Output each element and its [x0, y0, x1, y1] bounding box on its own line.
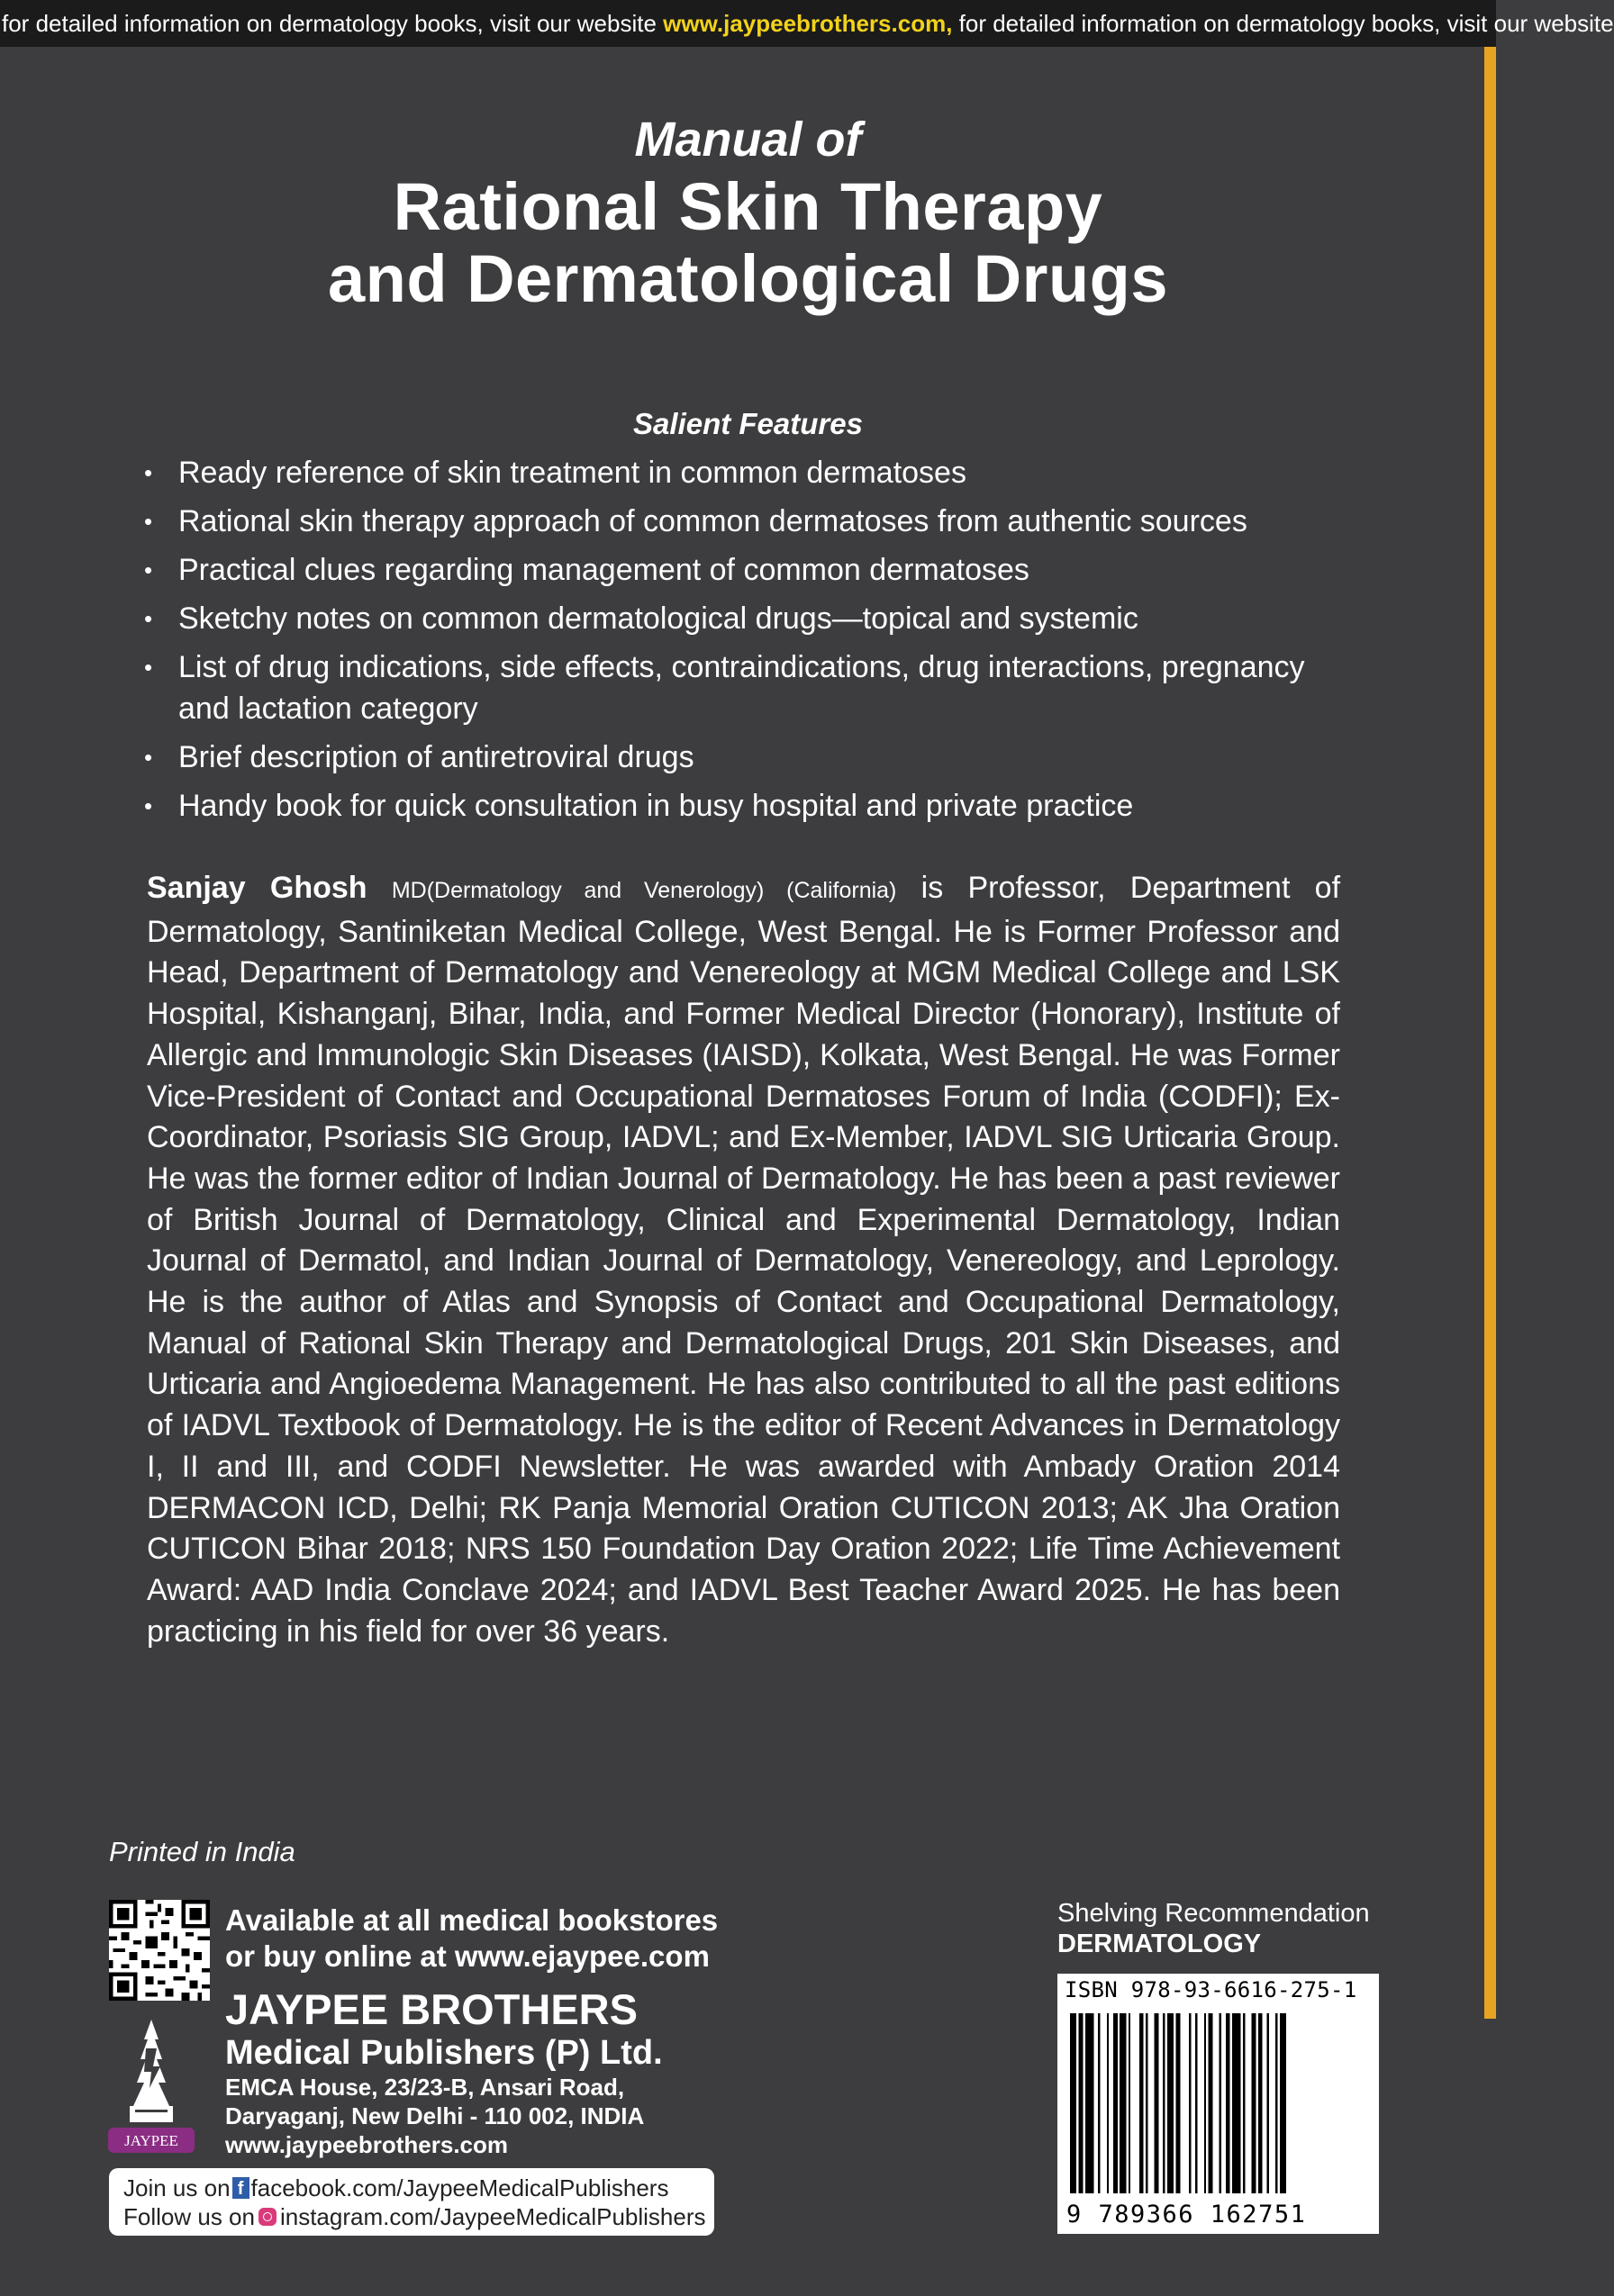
strip-text-prefix: for detailed information on dermatology books, visit our website: [2, 10, 664, 37]
barcode-bar: [1107, 2013, 1109, 2193]
facebook-icon: f: [232, 2177, 249, 2199]
feature-text: Sketchy notes on common dermatological drugs—topical and systemic: [178, 601, 1138, 636]
top-promo-strip: [0, 0, 1614, 47]
feature-item: [144, 501, 1351, 542]
barcode-bar: [1070, 2013, 1076, 2193]
feature-text: Handy book for quick consultation in busy hospital and private practice: [178, 789, 1134, 823]
publisher-website[interactable]: www.jaypeebrothers.com: [225, 2131, 509, 2158]
feature-text: Ready reference of skin treatment in common dermatoses: [178, 456, 966, 490]
barcode-graphic: [1057, 2010, 1379, 2203]
title-line-1: Rational Skin Therapy: [393, 169, 1103, 244]
jaypee-logo-graphic: [106, 2012, 196, 2156]
shelving-category: DERMATOLOGY: [1057, 1930, 1262, 1958]
title-prefix: Manual of: [634, 113, 862, 167]
logo-wordmark: JAYPEE: [124, 2132, 178, 2149]
isbn-digits: 9 789366 162751: [1066, 2201, 1307, 2228]
barcode-bar: [1220, 2013, 1221, 2193]
availability-text: [225, 1903, 718, 1975]
barcode-bar: [1079, 2013, 1084, 2193]
feature-text: List of drug indications, side effects, contraindications, drug interactions, pregnancy and lactation category: [178, 650, 1305, 726]
feature-item: [144, 737, 1351, 778]
join-prefix: Join us on: [123, 2174, 231, 2201]
shelving-label: Shelving Recommendation: [1057, 1899, 1370, 1928]
barcode-bar: [1258, 2013, 1263, 2193]
publisher-address: [225, 2073, 644, 2159]
facebook-row[interactable]: [123, 2174, 714, 2202]
barcode-bar: [1195, 2013, 1197, 2193]
barcode-bar: [1139, 2013, 1144, 2193]
strip-text-suffix: for detailed information on dermatology books, visit our website: [952, 10, 1614, 37]
publisher-subtitle: Medical Publishers (P) Ltd.: [225, 2034, 663, 2072]
isbn-barcode: [1057, 1974, 1379, 2234]
publisher-name: JAYPEE BROTHERS: [225, 1985, 638, 2033]
feature-text: Brief description of antiretroviral drugs: [178, 740, 694, 774]
author-bio-text: is Professor, Department of Dermatology, Santiniketan Medical College, West Bengal. He is Former Professor and Head, Department of Dermatology and Venereology at MGM Medical College and LSK Hospital, Kishanganj, Bihar, India, and Former Medical Director (Honorary), Institute of Allergic and Immunologic Skin Diseases (IAISD), Kolkata, West Bengal. He was Former Vice-President of Contact and Occupational Dermatoses Forum of India (CODFI); Ex-Coordinator, Psoriasis SIG Group, IADVL; and Ex-Member, IADVL SIG Urticaria Group. He was the former editor of Indian Journal of Dermatology. He has been a past reviewer of British Journal of Dermatology, Clinical and Experimental Dermatology, Indian Journal of Dermatol, and Indian Journal of Dermatology, Venereology, and Leprology. He is the author of Atlas and Synopsis of Contact and Occupational Dermatology, Manual of Rational Skin Therapy and Dermatological Drugs, 201 Skin Diseases, and Urticaria and Angioedema Management. He has also contributed to all the past editions of IADVL Textbook of Dermatology. He is the editor of Recent Advances in Dermatology I, II and III, and CODFI Newsletter. He was awarded with Ambady Oration 2014 DERMACON ICD, Delhi; RK Panja Memorial Oration CUTICON 2013; AK Jha Oration CUTICON Bihar 2018; NRS 150 Foundation Day Oration 2022; Life Time Achievement Award: AAD India Conclave 2024; and IADVL Best Teacher Award 2025. He has been practicing in his field for over 36 years.: [147, 871, 1341, 1649]
barcode-bar: [1204, 2013, 1206, 2193]
qr-code-icon[interactable]: [109, 1900, 210, 2001]
barcode-bar: [1189, 2013, 1191, 2193]
author-name: Sanjay Ghosh: [147, 871, 367, 905]
barcode-bar: [1163, 2013, 1165, 2193]
feature-item: [144, 549, 1351, 591]
strip-website-link[interactable]: www.jaypeebrothers.com,: [663, 10, 953, 37]
title-line-2: and Dermatological Drugs: [327, 241, 1169, 316]
publisher-address-line-1: EMCA House, 23/23-B, Ansari Road,: [225, 2074, 625, 2101]
bullet-icon: •: [144, 508, 153, 535]
barcode-bar: [1209, 2013, 1213, 2193]
barcode-bar: [1129, 2013, 1130, 2193]
feature-item: [144, 452, 1351, 493]
barcode-bar: [1120, 2013, 1126, 2193]
barcode-bar: [1155, 2013, 1159, 2193]
bullet-icon: •: [144, 654, 153, 681]
instagram-row[interactable]: [123, 2202, 714, 2231]
feature-item: [144, 646, 1351, 729]
feature-text: Practical clues regarding management of common dermatoses: [178, 553, 1029, 587]
features-list: [144, 452, 1351, 834]
shelving-recommendation: [1057, 1898, 1370, 1959]
instagram-icon: [258, 2208, 277, 2226]
follow-prefix: Follow us on: [123, 2203, 255, 2230]
instagram-link[interactable]: instagram.com/JaypeeMedicalPublishers: [279, 2203, 706, 2230]
bullet-icon: •: [144, 556, 153, 583]
barcode-bar: [1232, 2013, 1241, 2193]
barcode-bar: [1085, 2013, 1094, 2193]
barcode-bar: [1275, 2013, 1277, 2193]
feature-item: [144, 598, 1351, 639]
barcode-bar: [1113, 2013, 1118, 2193]
barcode-bar: [1167, 2013, 1174, 2193]
barcode-bar: [1226, 2013, 1230, 2193]
feature-item: [144, 785, 1351, 827]
qr-code-graphic: [109, 1900, 210, 2001]
jaypee-logo: [106, 2012, 196, 2156]
author-bio: [147, 868, 1340, 1652]
facebook-link[interactable]: facebook.com/JaypeeMedicalPublishers: [250, 2174, 669, 2201]
barcode-bar: [1098, 2013, 1100, 2193]
isbn-label: ISBN 978-93-6616-275-1: [1065, 1977, 1357, 2002]
features-heading: Salient Features: [633, 407, 863, 440]
availability-line-2[interactable]: or buy online at www.ejaypee.com: [225, 1939, 710, 1973]
barcode-bar: [1252, 2013, 1256, 2193]
bullet-icon: •: [144, 744, 153, 771]
feature-text: Rational skin therapy approach of common dermatoses from authentic sources: [178, 504, 1247, 538]
bullet-icon: •: [144, 792, 153, 819]
spine-edge-stripe: [1484, 47, 1496, 2019]
printed-in-label: Printed in India: [109, 1836, 295, 1867]
availability-line-1: Available at all medical bookstores: [225, 1903, 719, 1937]
barcode-bar: [1266, 2013, 1268, 2193]
bullet-icon: •: [144, 605, 153, 632]
bullet-icon: •: [144, 459, 153, 486]
barcode-bar: [1146, 2013, 1147, 2193]
barcode-bar: [1280, 2013, 1286, 2193]
author-degree: MD(Dermatology and Venerology) (California): [391, 878, 897, 903]
social-links-box: [109, 2168, 714, 2236]
book-title: [0, 108, 1496, 315]
barcode-bar: [1243, 2013, 1245, 2193]
publisher-address-line-2: Daryaganj, New Delhi - 110 002, INDIA: [225, 2102, 645, 2129]
barcode-bar: [1176, 2013, 1181, 2193]
